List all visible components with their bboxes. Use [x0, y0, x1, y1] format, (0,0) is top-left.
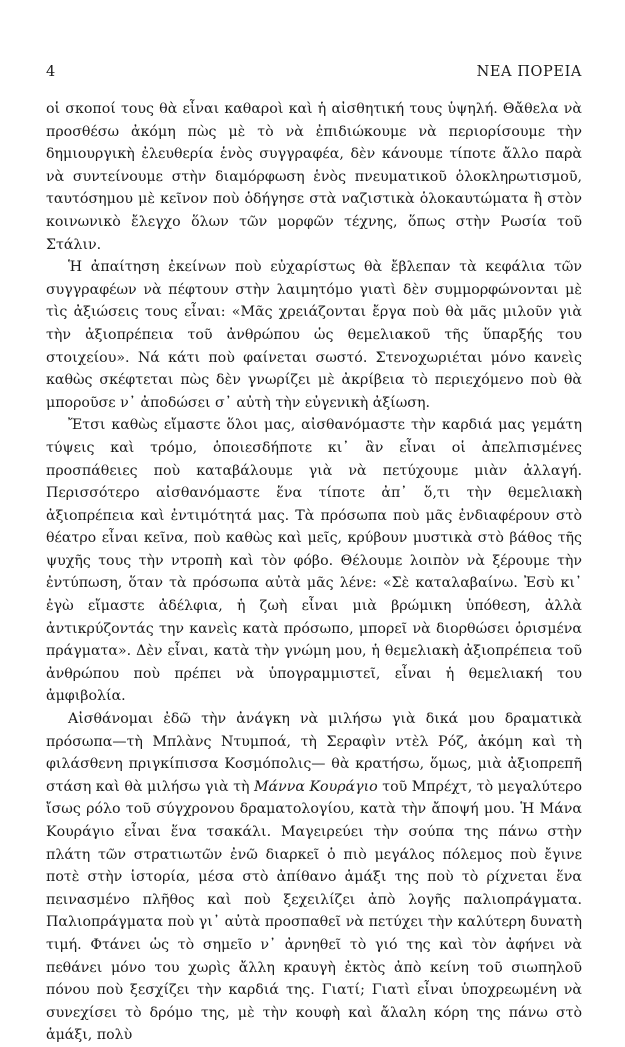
play-title: Μάννα Κουράγιο: [254, 778, 378, 795]
paragraph-4-text-before: Αἰσθάνομαι ἐδῶ τὴν ἀνάγκη νὰ μιλήσω γιὰ δικά μου δραματικὰ πρόσωπα—τὴ Μπλὰνς Ντυμποά, τὴ Σεραφὶν ντὲλ Ρόζ, ἀκόμη καὶ τὴ φιλάσθενη πριγκίπισσα Κοσμόπολις— θὰ κρατήσω, ὅμως, μιὰ ἀξιοπρεπῆ στάση καὶ θὰ μιλήσω γιὰ τὴ: [46, 711, 582, 795]
journal-title: ΝΕΑ ΠΟΡΕΙΑ: [476, 64, 582, 80]
body-text: [46, 98, 582, 1047]
paragraph-3: Ἔτσι καθὼς εἴμαστε ὅλοι μας, αἰσθανόμαστε τὴν καρδιά μας γεμάτη τύψεις καὶ τρόμο, ὁποιεσδήποτε κι᾽ ἂν εἶναι οἱ ἀπελπισμένες προσπάθειες ποὺ καταβάλουμε γιὰ νὰ πετύχουμε μιὰν ἀλλαγή. Περισσότερο αἰσθανόμαστε ἕνα τίποτε ἀπ᾽ ὅ,τι τὴν θεμελιακὴ ἀξιοπρέπεια καὶ ἐντιμότητά μας. Τὰ πρόσωπα ποὺ μᾶς ἐνδιαφέρουν στὸ θέατρο εἶναι κεῖνα, ποὺ καθὼς καὶ μεῖς, κρύβουν μυστικὰ στὸ βάθος τῆς ψυχῆς τους τὴν ντροπὴ καὶ τὸν φόβο. Θέλουμε λοιπὸν νὰ ξέρουμε τὴν ἐντύπωση, ὅταν τὰ πρόσωπα αὐτὰ μᾶς λένε: «Σὲ καταλαβαίνω. Ἐσὺ κι᾽ ἐγὼ εἴμαστε ἀδέλφια, ἡ ζωὴ εἶναι μιὰ βρώμικη ὑπόθεση, ἀλλὰ ἀντικρύζοντάς την κανεὶς κατὰ πρόσωπο, μπορεῖ νὰ διορθώσει ὁρισμένα πράγματα». Δὲν εἶναι, κατὰ τὴν γνώμη μου, ἡ θεμελιακὴ ἀξιοπρέπεια τοῦ ἀνθρώπου ποὺ πρέπει νὰ ὑπογραμμιστεῖ, εἶναι ἡ θεμελιακή του ἀμφιβολία.: [46, 417, 582, 705]
paragraph-4-text-after: τοῦ Μπρέχτ, τὸ μεγαλύτερο ἴσως ρόλο τοῦ σύγχρονου δραματολογίου, κατὰ τὴν ἄποψή μου. Ἡ Μάνα Κουράγιο εἶναι ἕνα τσακάλι. Μαγειρεύει τὴν σούπα της πάνω στὴν πλάτη τῶν στρατιωτῶν ἐνῶ διαρκεῖ ὁ πιὸ μεγάλος πόλεμος ποὺ ἔγινε ποτὲ στὴν ἱστορία, μέσα στὸ ἀπίθανο ἁμάξι της ποὺ τὸ ρίχνεται ἕνα πεινασμένο πλῆθος καὶ ποὺ ξεχειλίζει ἀπὸ λογῆς παλιοπράγματα. Παλιοπράγματα ποὺ γι᾽ αὐτὰ προσπαθεῖ νὰ πετύχει τὴν καλύτερη δυνατὴ τιμή. Φτάνει ὡς τὸ σημεῖο ν᾽ ἀρνηθεῖ τὸ γιό της καὶ τὸν ἀφήνει νὰ πεθάνει μόνο του χωρὶς ἄλλη κραυγὴ ἐκτὸς ἀπὸ κείνη τοῦ σιωπηλοῦ πόνου ποὺ ξεσχίζει τὴν καρδιά της. Γιατί; Γιατὶ εἶναι ὑποχρεωμένη νὰ συνεχίσει τὸ δρόμο της, μὲ τὴν κουφὴ καὶ ἄλαλη κόρη της πάνω στὸ ἁμάξι, πολὺ: [46, 778, 582, 1044]
running-head: [46, 64, 582, 80]
page-number: 4: [46, 64, 56, 80]
paragraph-4: [46, 708, 582, 1047]
paragraph-2: Ἡ ἀπαίτηση ἐκείνων ποὺ εὐχαρίστως θὰ ἔβλεπαν τὰ κεφάλια τῶν συγγραφέων νὰ πέφτουν στὴν λαιμητόμο γιατὶ δὲν συμμορφώνονται μὲ τὶς ἀξιώσεις τους εἶναι: «Μᾶς χρειάζονται ἔργα ποὺ θὰ μᾶς μιλοῦν γιὰ τὴν ἀξιοπρέπεια τοῦ ἀνθρώπου ὡς θεμελιακοῦ τῆς ὕπαρξής του στοιχείου». Νά κάτι ποὺ φαίνεται σωστό. Στενοχωριέται μόνο κανεὶς καθὼς σκέφτεται πὼς δὲν γνωρίζει μὲ ἀκρίβεια τὸ περιεχόμενο ποὺ θὰ μποροῦσε ν᾽ ἀποδώσει σ᾽ αὐτὴ τὴν εὐγενικὴ ἀξίωση.: [46, 259, 582, 411]
paragraph-1: οἱ σκοποί τους θὰ εἶναι καθαροὶ καὶ ἡ αἰσθητική τους ὑψηλή. Θἄθελα νὰ προσθέσω ἀκόμη πὼς μὲ τὸ νὰ ἐπιδιώκουμε νὰ περιορίσουμε τὴν δημιουργικὴ ἐλευθερία ἑνὸς συγγραφέα, δὲν κάνουμε τίποτε ἄλλο παρὰ νὰ συντείνουμε στὴν διαμόρφωση ἑνὸς πνευματικοῦ ὁλοκληρωτισμοῦ, ταυτόσημου μὲ κεῖνον ποὺ ὁδήγησε στὰ ναζιστικὰ ὁλοκαυτώματα ἢ στὸν κοινωνικὸ ἔλεγχο ὅλων τῶν μορφῶν τέχνης, ὅπως στὴν Ρωσία τοῦ Στάλιν.: [46, 101, 582, 253]
